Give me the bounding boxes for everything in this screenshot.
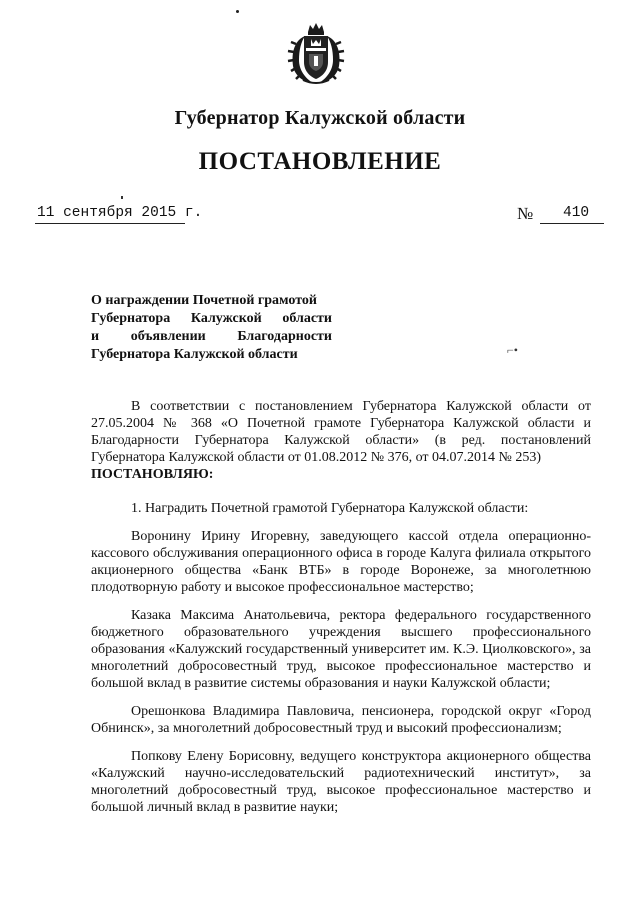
award-recipient: Казака Максима Анатольевича, ректора федерального государственного бюджетного образовательного учреждения высшего профессионального образования «Калужский государственный университет им. К.Э. Циолковского», за многолетний добросовестный труд, высокое профессиональное мастерство и большой вклад в развитие системы образования и науки Калужской области; bbox=[91, 608, 591, 691]
number-underline bbox=[540, 223, 604, 224]
scan-speck bbox=[121, 196, 123, 199]
list-item-heading: 1. Наградить Почетной грамотой Губернатора Калужской области: bbox=[131, 501, 529, 516]
document-subject bbox=[91, 292, 332, 364]
document-body bbox=[91, 398, 591, 816]
decree-word: ПОСТАНОВЛЯЮ: bbox=[91, 467, 214, 482]
subject-line: и объявлении Благодарности bbox=[91, 329, 332, 344]
scan-mark: ⌐• bbox=[507, 343, 518, 357]
scan-speck bbox=[236, 10, 239, 13]
coat-of-arms-icon bbox=[287, 22, 345, 86]
subject-line: Губернатора Калужской области bbox=[91, 347, 298, 362]
document-type-title: ПОСТАНОВЛЕНИЕ bbox=[198, 148, 442, 175]
award-recipient: Орешонкова Владимира Павловича, пенсионера, городской округ «Город Обнинск», за многолетний добросовестный труд и высокий профессионализм; bbox=[91, 704, 591, 736]
number-label: № bbox=[517, 204, 534, 223]
subject-line: Губернатора Калужской области bbox=[91, 311, 332, 326]
award-recipient: Попкову Елену Борисовну, ведущего конструктора акционерного общества «Калужский научно-исследовательский радиотехнический институт», за многолетний добросовестный труд, высокое профессиональное мастерство и большой личный вклад в развитие науки; bbox=[91, 749, 591, 815]
issuing-authority: Губернатор Калужской области bbox=[174, 107, 466, 129]
date-underline bbox=[35, 223, 185, 224]
award-recipient: Воронину Ирину Игоревну, заведующего кассой отдела операционно-кассового обслуживания операционного офиса в городе Калуга филиала открытого акционерного общества «Банк ВТБ» в городе Воронеже, за многолетнюю плодотворную работу и высокое профессиональное мастерство; bbox=[91, 529, 591, 595]
document-date: 11 сентября 2015 г. bbox=[37, 205, 203, 221]
preamble-paragraph: В соответствии с постановлением Губернатора Калужской области от 27.05.2004 № 368 «О Почетной грамоте Губернатора Калужской области и Благодарности Губернатора Калужской области» (в ред. постановлений Губернатора Калужской области от 01.08.2012 № 376, от 04.07.2014 № 253) bbox=[91, 399, 591, 465]
document-number: 410 bbox=[563, 205, 590, 221]
subject-line: О награждении Почетной грамотой bbox=[91, 293, 317, 308]
